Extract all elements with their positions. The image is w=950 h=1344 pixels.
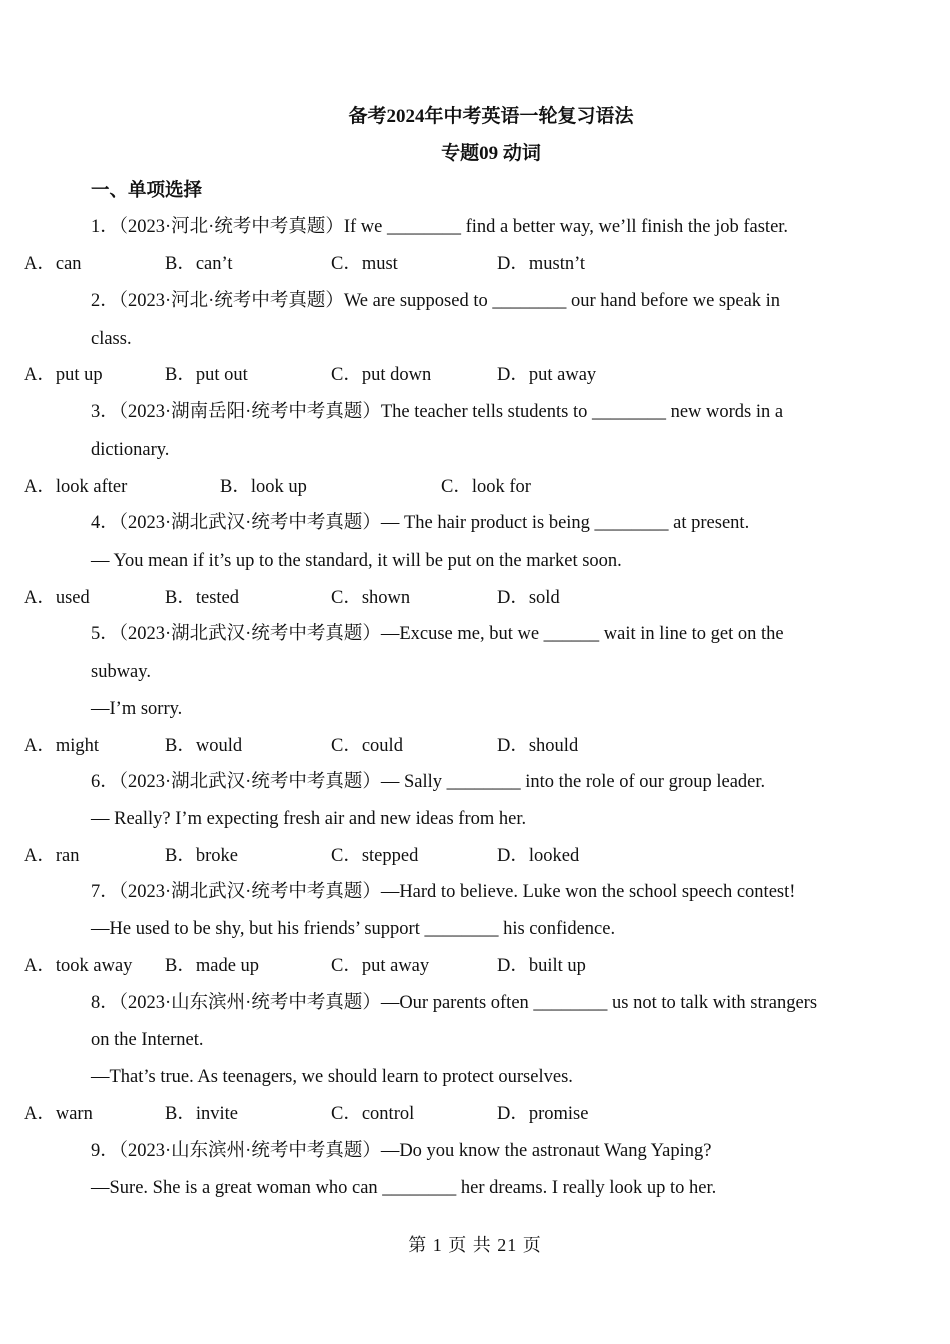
question-7-options [0, 954, 950, 978]
option-d: D．mustn’t [497, 254, 586, 274]
option-c: C．put away [331, 956, 430, 976]
option-d: D．promise [497, 1104, 589, 1124]
option-a: A．used [24, 588, 90, 608]
question-8-stem: 8．（2023·山东滨州·统考中考真题）—Our parents often ________ us not to talk with strangers [91, 993, 818, 1013]
question-7-stem: 7．（2023·湖北武汉·统考中考真题）—Hard to believe. Luke won the school speech contest! [91, 882, 796, 902]
option-d: D．looked [497, 846, 580, 866]
question-8-stem-cont: on the Internet. [91, 1030, 204, 1050]
option-c: C．must [331, 254, 398, 274]
question-2-stem: 2．（2023·河北·统考中考真题）We are supposed to ________ our hand before we speak in [91, 291, 781, 311]
option-d: D．built up [497, 956, 586, 976]
option-c: C．put down [331, 365, 432, 385]
question-8-reply: —That’s true. As teenagers, we should learn to protect ourselves. [91, 1067, 573, 1087]
section-heading: 一、单项选择 [91, 181, 203, 201]
option-d: D．put away [497, 365, 597, 385]
option-d: D．should [497, 736, 579, 756]
question-1-stem: 1．（2023·河北·统考中考真题）If we ________ find a better way, we’ll finish the job faster. [91, 217, 789, 237]
option-c: C．look for [441, 477, 531, 497]
question-1-options [0, 252, 950, 276]
question-2-stem-cont: class. [91, 329, 132, 349]
option-c: C．control [331, 1104, 415, 1124]
question-5-stem-cont: subway. [91, 662, 151, 682]
question-5-options [0, 734, 950, 758]
option-b: B．look up [220, 477, 307, 497]
option-a: A．can [24, 254, 82, 274]
option-b: B．broke [165, 846, 238, 866]
option-b: B．put out [165, 365, 248, 385]
question-9-stem: 9．（2023·山东滨州·统考中考真题）—Do you know the astronaut Wang Yaping? [91, 1141, 712, 1161]
question-3-stem-cont: dictionary. [91, 440, 170, 460]
question-6-reply: — Really? I’m expecting fresh air and new ideas from her. [91, 809, 527, 829]
option-c: C．stepped [331, 846, 419, 866]
question-6-stem: 6．（2023·湖北武汉·统考中考真题）— Sally ________ into the role of our group leader. [91, 772, 766, 792]
option-b: B．would [165, 736, 243, 756]
question-8-options [0, 1102, 950, 1126]
option-d: D．sold [497, 588, 560, 608]
question-2-options [0, 363, 950, 387]
option-a: A．might [24, 736, 100, 756]
option-a: A．took away [24, 956, 133, 976]
question-5-reply: —I’m sorry. [91, 699, 183, 719]
option-a: A．warn [24, 1104, 93, 1124]
question-4-reply: — You mean if it’s up to the standard, it will be put on the market soon. [91, 551, 622, 571]
question-3-stem: 3．（2023·湖南岳阳·统考中考真题）The teacher tells students to ________ new words in a [91, 402, 784, 422]
option-b: B．tested [165, 588, 239, 608]
option-b: B．can’t [165, 254, 233, 274]
option-c: C．shown [331, 588, 411, 608]
question-7-reply: —He used to be shy, but his friends’ support ________ his confidence. [91, 919, 616, 939]
page-footer: 第 1 页 共 21 页 [408, 1235, 542, 1255]
question-5-stem: 5．（2023·湖北武汉·统考中考真题）—Excuse me, but we ______ wait in line to get on the [91, 624, 784, 644]
option-a: A．put up [24, 365, 103, 385]
question-3-options [0, 475, 950, 499]
document-title: 备考2024年中考英语一轮复习语法 [348, 106, 634, 127]
question-4-options [0, 586, 950, 610]
option-b: B．made up [165, 956, 260, 976]
option-b: B．invite [165, 1104, 238, 1124]
question-9-reply: —Sure. She is a great woman who can ________ her dreams. I really look up to her. [91, 1178, 717, 1198]
question-4-stem: 4．（2023·湖北武汉·统考中考真题）— The hair product is being ________ at present. [91, 513, 750, 533]
option-c: C．could [331, 736, 403, 756]
option-a: A．ran [24, 846, 80, 866]
question-6-options [0, 844, 950, 868]
option-a: A．look after [24, 477, 128, 497]
document-subtitle: 专题09 动词 [441, 143, 541, 164]
